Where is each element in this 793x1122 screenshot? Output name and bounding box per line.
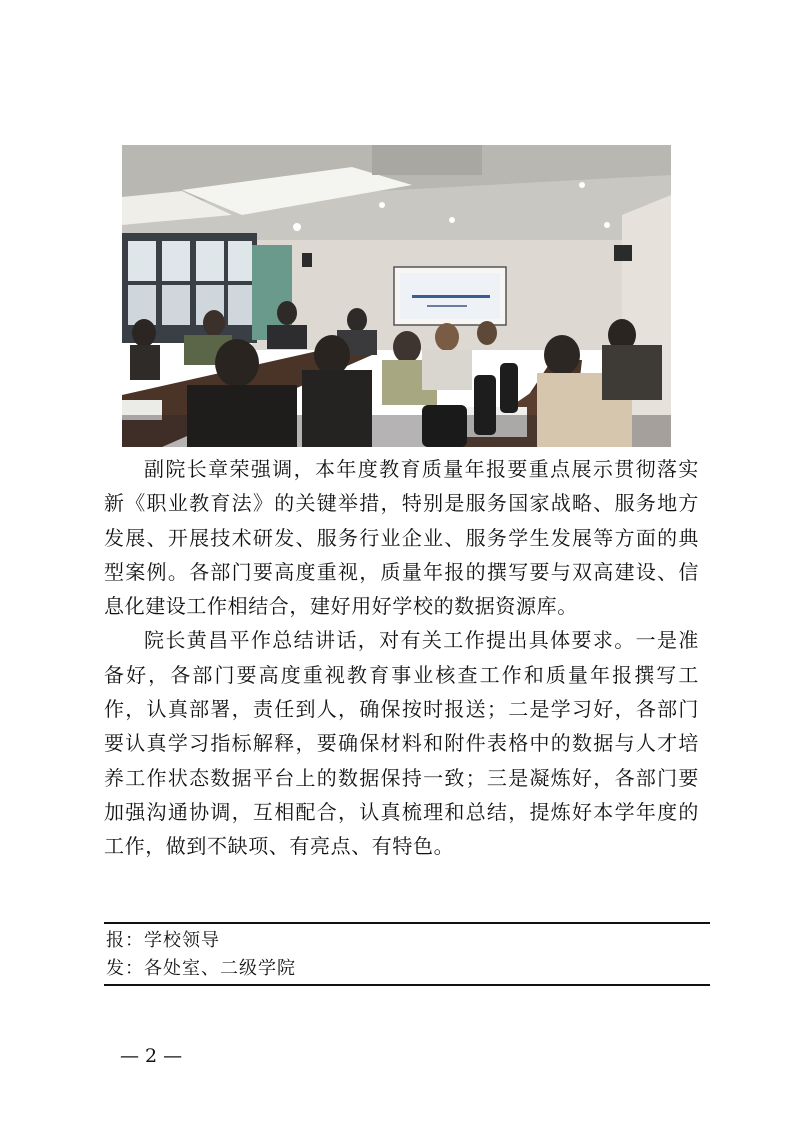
page-number: — 2 — — [120, 1045, 183, 1067]
meeting-photo — [122, 145, 671, 447]
paragraph: 院长黄昌平作总结讲话，对有关工作提出具体要求。一是准备好，各部门要高度重视教育事业核查工作和质量年报撰写工作，认真部署，责任到人，确保按时报送；二是学习好，各部门要认真学习指标解释，要确保材料和附件表格中的数据与人才培养工作状态数据平台上的数据保持一致；三是凝炼好，各部门要加强沟通协调，互相配合，认真梳理和总结，提炼好本学年度的工作，做到不缺项、有亮点、有特色。 — [104, 628, 699, 859]
paragraph: 副院长章荣强调，本年度教育质量年报要重点展示贯彻落实新《职业教育法》的关键举措，特别是服务国家战略、服务地方发展、开展技术研发、服务行业企业、服务学生发展等方面的典型案例。各部门要高度重视，质量年报的撰写要与双高建设、信息化建设工作相结合，建好用好学校的数据资源库。 — [104, 457, 699, 619]
divider-line — [104, 922, 710, 924]
article-body — [104, 452, 699, 864]
divider-line — [104, 984, 710, 986]
report-to-line: 报：学校领导 — [106, 930, 220, 951]
send-to-line: 发：各处室、二级学院 — [106, 958, 296, 979]
